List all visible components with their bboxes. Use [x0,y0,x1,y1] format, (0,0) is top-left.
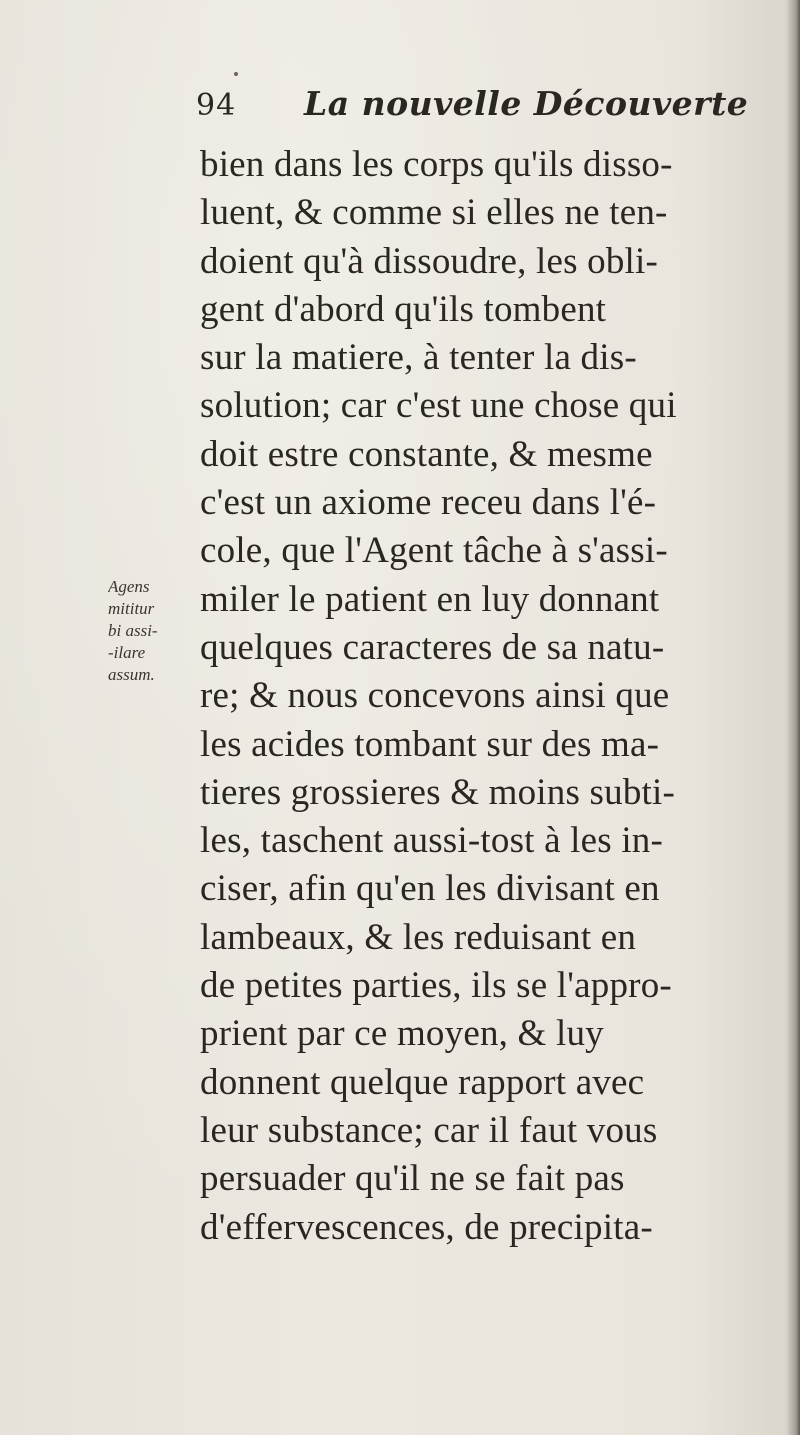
text-line: luent, & comme si elles ne ten- [200,192,668,234]
marginal-note-line: mititur [108,599,155,618]
running-head [196,84,776,134]
marginal-note-line: assum. [108,665,155,684]
body-text [200,141,790,1252]
marginal-note-line: -ilare [108,643,146,662]
text-line: leur substance; car il faut vous [200,1109,658,1151]
text-line: donnent quelque rapport avec [200,1061,645,1103]
marginal-note [108,576,196,686]
text-line: solution; car c'est une chose qui [200,385,677,427]
text-line: persuader qu'il ne se fait pas [200,1158,625,1200]
text-line: lambeaux, & les reduisant en [200,916,637,958]
running-title: La nouvelle Découverte [304,84,749,123]
text-line: c'est un axiome receu dans l'é- [200,482,657,524]
text-line: de petites parties, ils se l'appro- [200,965,672,1007]
page-number: 94 [196,88,237,123]
text-line: sur la matiere, à tenter la dis- [200,337,637,379]
text-line: bien dans les corps qu'ils disso- [200,144,673,185]
text-line: les acides tombant sur des ma- [200,723,660,765]
text-line: quelques caracteres de sa natu- [200,626,665,668]
text-line: tieres grossieres & moins subti- [200,771,676,813]
page-edge-shadow [786,0,800,1435]
text-line: doient qu'à dissoudre, les obli- [200,240,659,282]
marginal-note-line: bi assi- [108,621,158,640]
text-line: les, taschent aussi-tost à les in- [200,820,664,862]
text-line: gent d'abord qu'ils tombent [200,288,607,330]
ink-speck [234,72,238,76]
text-line: prient par ce moyen, & luy [200,1013,604,1055]
text-line: re; & nous concevons ainsi que [200,675,670,717]
text-line: cole, que l'Agent tâche à s'assi- [200,530,668,572]
marginal-note-line: Agens [108,577,150,596]
text-line: ciser, afin qu'en les divisant en [200,868,660,910]
text-line: d'effervescences, de precipita- [200,1206,653,1248]
text-line: doit estre constante, & mesme [200,433,653,475]
text-line: miler le patient en luy donnant [200,578,660,620]
